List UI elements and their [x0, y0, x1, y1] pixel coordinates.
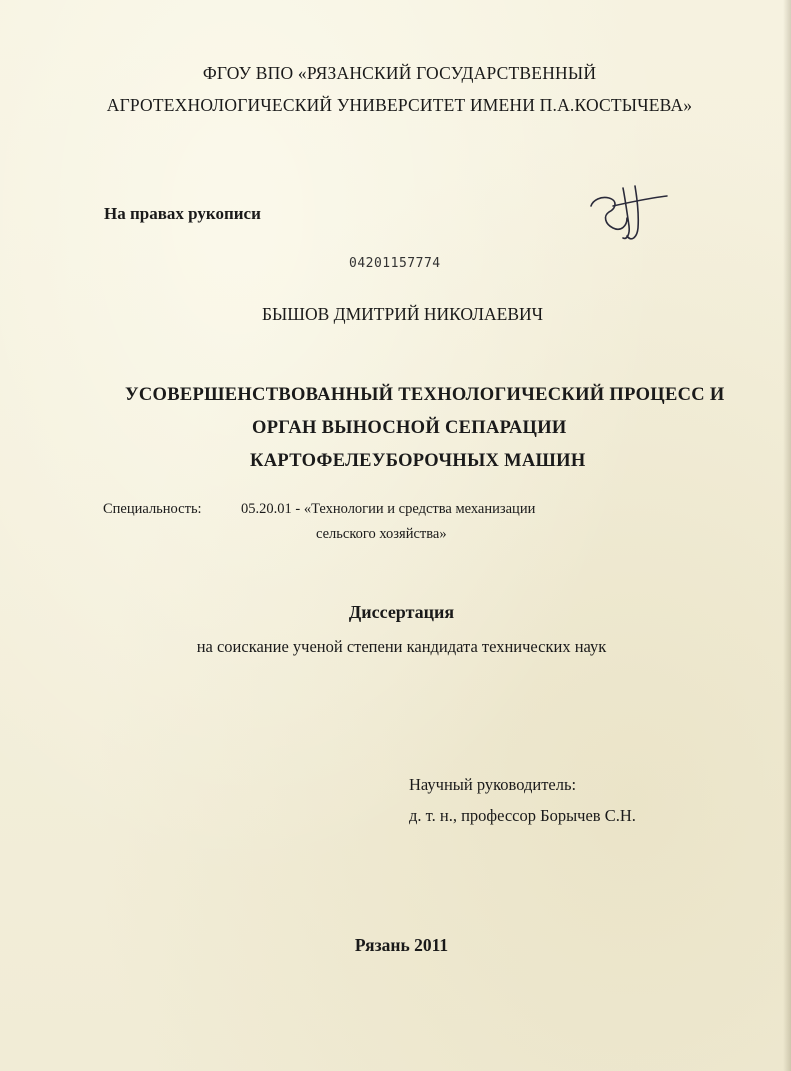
author-name: БЫШОВ ДМИТРИЙ НИКОЛАЕВИЧ	[262, 304, 544, 324]
degree-description: на соискание ученой степени кандидата технических наук	[196, 637, 607, 656]
supervisor-name: д. т. н., профессор Борычев С.Н.	[409, 806, 636, 825]
organization-name-line-2: АГРОТЕХНОЛОГИЧЕСКИЙ УНИВЕРСИТЕТ ИМЕНИ П.А.КОСТЫЧЕВА»	[106, 95, 693, 115]
title-line-3: КАРТОФЕЛЕУБОРОЧНЫХ МАШИН	[250, 451, 586, 471]
specialty-value-line-2: сельского хозяйства»	[316, 526, 447, 542]
page-edge-shadow	[783, 0, 791, 1071]
title-line-2: ОРГАН ВЫНОСНОЙ СЕПАРАЦИИ	[252, 418, 567, 438]
specialty-value-line-1: 05.20.01 - «Технологии и средства механизации	[241, 501, 536, 517]
supervisor-label: Научный руководитель:	[409, 775, 577, 794]
place-and-year: Рязань 2011	[354, 935, 449, 955]
organization-name-line-1: ФГОУ ВПО «РЯЗАНСКИЙ ГОСУДАРСТВЕННЫЙ	[202, 63, 597, 83]
handwritten-signature	[583, 176, 673, 246]
manuscript-rights-note: На правах рукописи	[104, 204, 261, 223]
specialty-label: Специальность:	[103, 501, 202, 517]
title-line-1: УСОВЕРШЕНСТВОВАННЫЙ ТЕХНОЛОГИЧЕСКИЙ ПРОЦЕСС И	[125, 385, 725, 405]
document-type-heading: Диссертация	[348, 602, 455, 622]
catalog-code: 04201157774	[349, 256, 441, 271]
